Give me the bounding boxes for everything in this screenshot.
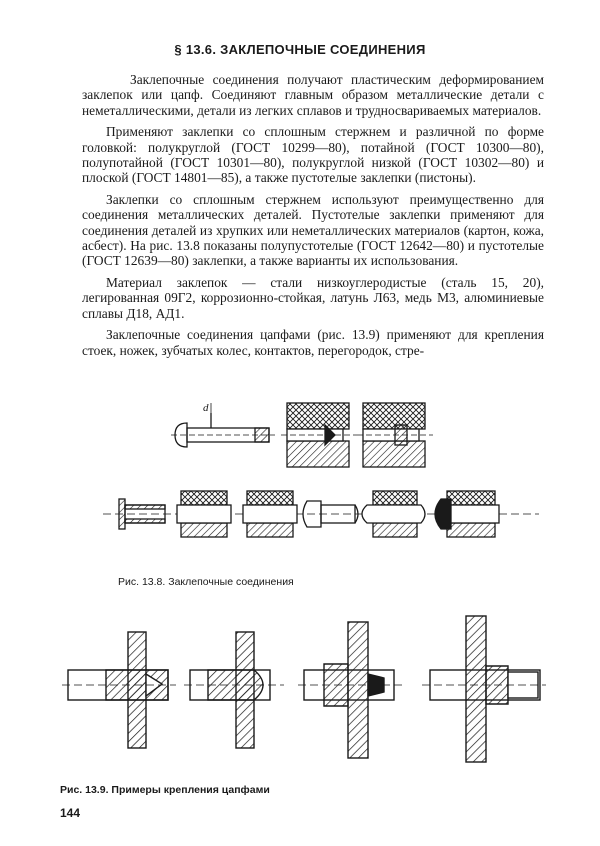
paragraph-3: Заклепки со сплошным стержнем используют преимущественно для соединения металлических деталей. Пустотелые заклепки применяют для соединения деталей из хрупких или неметаллических материалов (картон, кожа, асбест). На рис. 13.8 показаны полупустотелые (ГОСТ 12642—80) и пустотелые (ГОСТ 12639—80) заклепки, а также варианты их использования. — [82, 191, 544, 269]
figure-13-9-pin-drawings — [58, 608, 548, 768]
paragraph-2: Применяют заклепки со сплошным стержнем и различной по форме головкой: полукруглой (ГОСТ 10299—80), потайной (ГОСТ 10300—80), полупотайной (ГОСТ 10301—80), полукруглой низкой (ГОСТ 10302—80) и плоской (ГОСТ 14801—85), а также пустотелые заклепки (пистоны). — [82, 124, 544, 186]
pin-joint-4 — [422, 616, 546, 762]
section-heading: § 13.6. ЗАКЛЕПОЧНЫЕ СОЕДИНЕНИЯ — [174, 42, 426, 57]
dimension-d-label: d — [203, 402, 209, 414]
paragraph-4: Материал заклепок — стали низкоуглеродистые (сталь 15, 20), легированная 09Г2, коррозионно-стойкая, латунь Л63, медь М3, алюминиевые сплавы Д18, АД1. — [82, 274, 544, 321]
body-text — [82, 72, 544, 364]
solid-rivet-drawing — [171, 403, 275, 447]
paragraph-1: Заклепочные соединения получают пластическим деформированием заклепок или цапф. Соединяют главным образом металлические детали с неметаллическими, детали из легких сплавов и трудносвариваемых материалов. — [82, 72, 544, 118]
paragraph-5: Заклепочные соединения цапфами (рис. 13.9) применяют для крепления стоек, ножек, зубчатых колес, контактов, перегородок, стре- — [82, 327, 544, 358]
pin-joint-2 — [184, 632, 284, 748]
hollow-joint-3 — [362, 491, 425, 537]
joint-section-1 — [281, 403, 357, 467]
hollow-joint-1 — [177, 491, 231, 537]
figure-13-9-caption: Рис. 13.9. Примеры крепления цапфами — [60, 784, 270, 796]
figure-13-8-caption: Рис. 13.8. Заклепочные соединения — [118, 576, 294, 588]
hollow-joint-4 — [435, 491, 499, 537]
joint-section-2 — [357, 403, 433, 467]
page-number: 144 — [60, 806, 81, 820]
pin-joint-3 — [298, 622, 404, 758]
hollow-joint-2 — [243, 491, 297, 537]
figure-13-8-rivet-drawings — [95, 395, 545, 575]
pin-joint-1 — [62, 632, 176, 748]
